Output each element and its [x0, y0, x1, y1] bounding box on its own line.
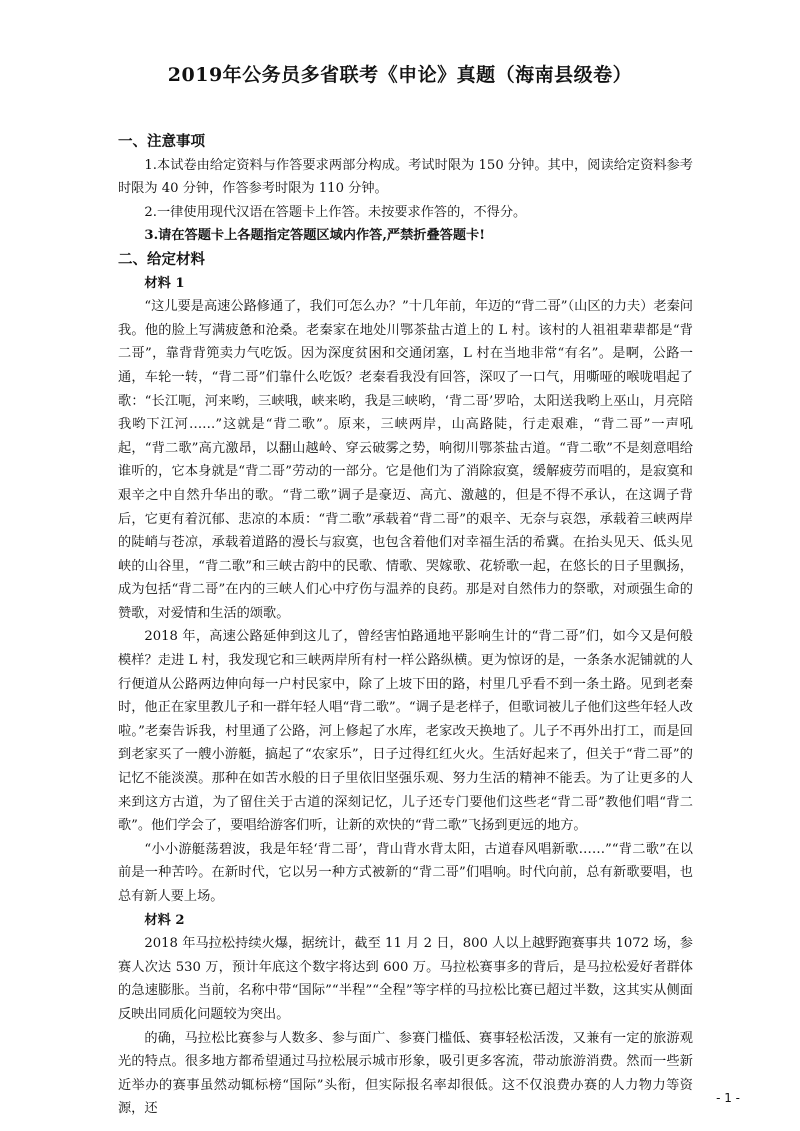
- section-heading-notice: 一、注意事项: [118, 133, 205, 150]
- material-1-paragraph-3: “小小游艇荡碧波，我是年轻‘背二哥’，背山背水背太阳，古道春风唱新歌……”“背二歌”在以前是一种苦吟。在新时代，它以另一种方式被新的“背二哥”们唱响。时代向前，总有新歌要唱，也总有新人要上场。: [118, 841, 693, 904]
- material-2-paragraph-1: 2018 年马拉松持续火爆，据统计，截至 11 月 2 日，800 人以上越野跑赛事共 1072 场，参赛人次达 530 万，预计年底这个数字将达到 600 万。马拉松赛事多的背后，是马拉松爱好者群体的急速膨胀。当前，名称中带“国际”“半程”“全程”等字样的马拉松比赛已超过半数，这其实从侧面反映出同质化问题较为突出。: [118, 936, 693, 1022]
- material-1-paragraph-1: “这儿要是高速公路修通了，我们可怎么办？”十几年前，年迈的“背二哥”（山区的力夫）老秦问我。他的脸上写满疲惫和沧桑。老秦家在地处川鄂茶盐古道上的 L 村。该村的人祖祖辈辈都是“背二哥”，靠背背篼卖力气吃饭。因为深度贫困和交通闭塞，L 村在当地非常“有名”。是啊，公路一通，车轮一转，“背二哥”们靠什么吃饭？老秦看我没有回答，深叹了一口气，用嘶哑的喉咙唱起了歌：“长江呃，河来哟，三峡哦，峡来哟，我是三峡哟，‘背二哥’罗哈，太阳送我哟上巫山，月亮陪我哟下江河……”这就是“背二歌”。原来，三峡两岸，山高路陡，行走艰难，“背二哥”一声吼起，“背二歌”高亢激昂，以翻山越岭、穿云破雾之势，响彻川鄂茶盐古道。“背二歌”不是刻意唱给谁听的，它本身就是“背二哥”劳动的一部分。它是他们为了消除寂寞，缓解疲劳而唱的，是寂寞和艰辛之中自然升华出的歌。“背二歌”调子是豪迈、高亢、激越的，但是不得不承认，在这调子背后，它更有着沉郁、悲凉的本质：“背二歌”承载着“背二哥”的艰辛、无奈与哀怨，承载着三峡两岸的陡峭与苍凉，承载着道路的漫长与寂寞，也包含着他们对幸福生活的希冀。在抬头见天、低头见峡的山谷里，“背二歌”和三峡古韵中的民歌、情歌、哭嫁歌、花轿歌一起，在悠长的日子里飘扬，成为包括“背二哥”在内的三峡人们心中疗伤与温养的良药。那是对自然伟力的祭歌，对顽强生命的赞歌，对爱情和生活的颂歌。: [118, 299, 693, 621]
- page-number: - 1 -: [716, 1091, 740, 1105]
- document-title: 2019年公务员多省联考《申论》真题（海南县级卷）: [167, 64, 633, 86]
- document-body: [118, 130, 693, 1121]
- notice-item-2: 2.一律使用现代汉语在答题卡上作答。未按要求作答的，不得分。: [144, 204, 527, 220]
- material-1-label: 材料 1: [144, 275, 185, 291]
- material-2-label: 材料 2: [144, 912, 185, 928]
- material-2-paragraph-2: 的确，马拉松比赛参与人数多、参与面广、参赛门槛低、赛事轻松活泼，又兼有一定的旅游观光的特点。很多地方都希望通过马拉松展示城市形象，吸引更多客流，带动旅游消费。然而一些新近举办的赛事虽然动辄标榜“国际”头衔，但实际报名率却很低。这不仅浪费办赛的人力物力等资源，还: [118, 1030, 693, 1117]
- notice-item-3: 3.请在答题卡上各题指定答题区域内作答,严禁折叠答题卡!: [144, 228, 486, 244]
- material-1-paragraph-2: 2018 年，高速公路延伸到这儿了，曾经害怕路通地平影响生计的“背二哥”们，如今又是何般模样？走进 L 村，我发现它和三峡两岸所有村一样公路纵横。更为惊讶的是，一条条水泥铺就的人行便道从公路两边伸向每一户村民家中，除了上坡下田的路，村里几乎看不到一条土路。见到老秦时，他正在家里教儿子和一群年轻人唱“背二歌”。“调子是老样子，但歌词被儿子他们这些年轻人改啦。”老秦告诉我，村里通了公路，河上修起了水库，老家改天换地了。儿子不再外出打工，而是回到老家买了一艘小游艇，搞起了“农家乐”，日子过得红红火火。生活好起来了，但关于“背二哥”的记忆不能淡漠。那种在如苦水般的日子里依旧坚强乐观、努力生活的精神不能丢。为了让更多的人来到这方古道，为了留住关于古道的深刻记忆，儿子还专门要他们这些老“背二哥”教他们唱“背二歌”。他们学会了，要唱给游客们听，让新的欢快的“背二歌”飞扬到更远的地方。: [118, 629, 693, 834]
- section-heading-materials: 二、给定材料: [118, 250, 205, 268]
- notice-item-1: 1.本试卷由给定资料与作答要求两部分构成。考试时限为 150 分钟。其中，阅读给定资料参考时限为 40 分钟，作答参考时限为 110 分钟。: [118, 157, 693, 197]
